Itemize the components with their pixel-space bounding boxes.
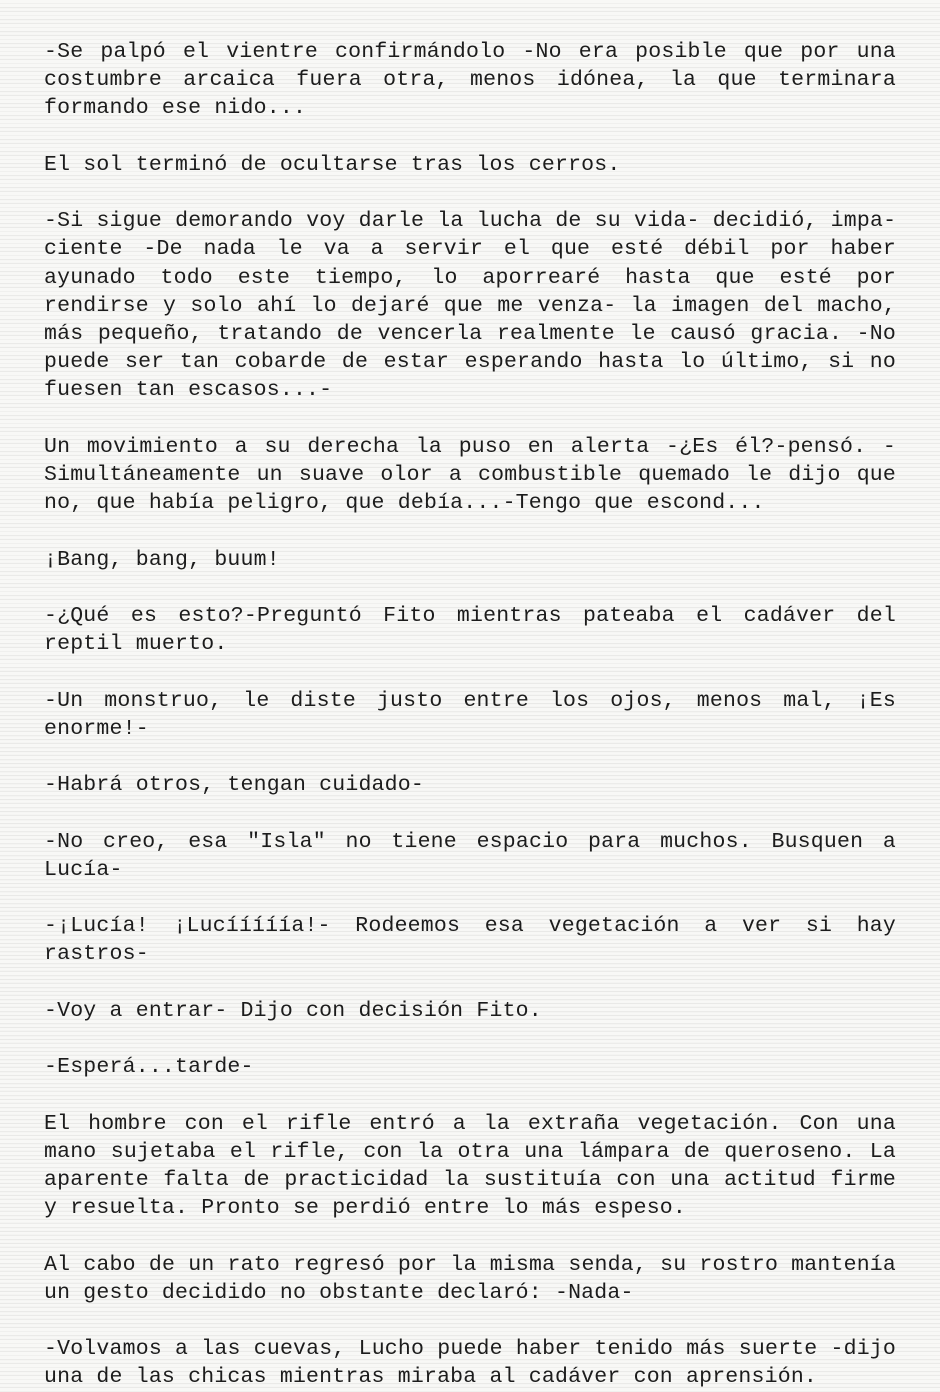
paragraph-7: -Un monstruo, le diste justo entre los ojos, menos mal, ¡Es enorme!- [44,688,896,741]
paragraph-4: Un movimiento a su derecha la puso en alerta -¿Es él?-pensó. -Simultáneamente un suave olor a combustible quemado le dijo que no, que había peligro, que debía...-Tengo que escond... [44,434,896,516]
paragraph-10: -¡Lucía! ¡Lucííííía!- Rodeemos esa vegetación a ver si hay rastros- [44,914,896,967]
paragraph-13: El hombre con el rifle entró a la extraña vegetación. Con una mano sujetaba el rifle, con la otra una lámpara de queroseno. La aparente falta de practicidad la sustituía con una actitud firme y resuelta. Pronto se perdió entre lo más espeso. [44,1111,896,1221]
paragraph-1: -Se palpó el vientre confirmándolo -No era posible que por una costumbre arcaica fuera otra, menos idónea, la que terminara formando ese nido... [44,40,896,121]
paragraph-15: -Volvamos a las cuevas, Lucho puede haber tenido más suerte -dijo una de las chicas mientras miraba al cadáver con aprensión. [44,1337,896,1390]
paragraph-8: -Habrá otros, tengan cuidado- [44,773,424,798]
paragraph-5: ¡Bang, bang, buum! [44,547,280,572]
paragraph-14: Al cabo de un rato regresó por la misma senda, su rostro mantenía un gesto decidido no obstante declaró: -Nada- [44,1252,896,1305]
paragraph-6: -¿Qué es esto?-Preguntó Fito mientras pateaba el cadáver del reptil muerto. [44,603,896,657]
paragraph-11: -Voy a entrar- Dijo con decisión Fito. [44,998,542,1023]
paragraph-9: -No creo, esa "Isla" no tiene espacio para muchos. Busquen a Lucía- [44,829,896,882]
paragraph-12: -Esperá...tarde- [44,1055,254,1080]
paragraph-3: -Si sigue demorando voy darle la lucha de su vida- decidió, impaciente -De nada le va a servir el que esté débil por haber ayunado todo este tiempo, lo aporrearé hasta que esté por rendirse y solo ahí lo dejaré que me venza- la imagen del macho, más pequeño, tratando de vencerla realmente le causó gracia. -No puede ser tan cobarde de estar esperando hasta lo último, si no fuesen tan escasos...- [44,209,896,403]
paragraph-2: El sol terminó de ocultarse tras los cerros. [44,152,621,177]
